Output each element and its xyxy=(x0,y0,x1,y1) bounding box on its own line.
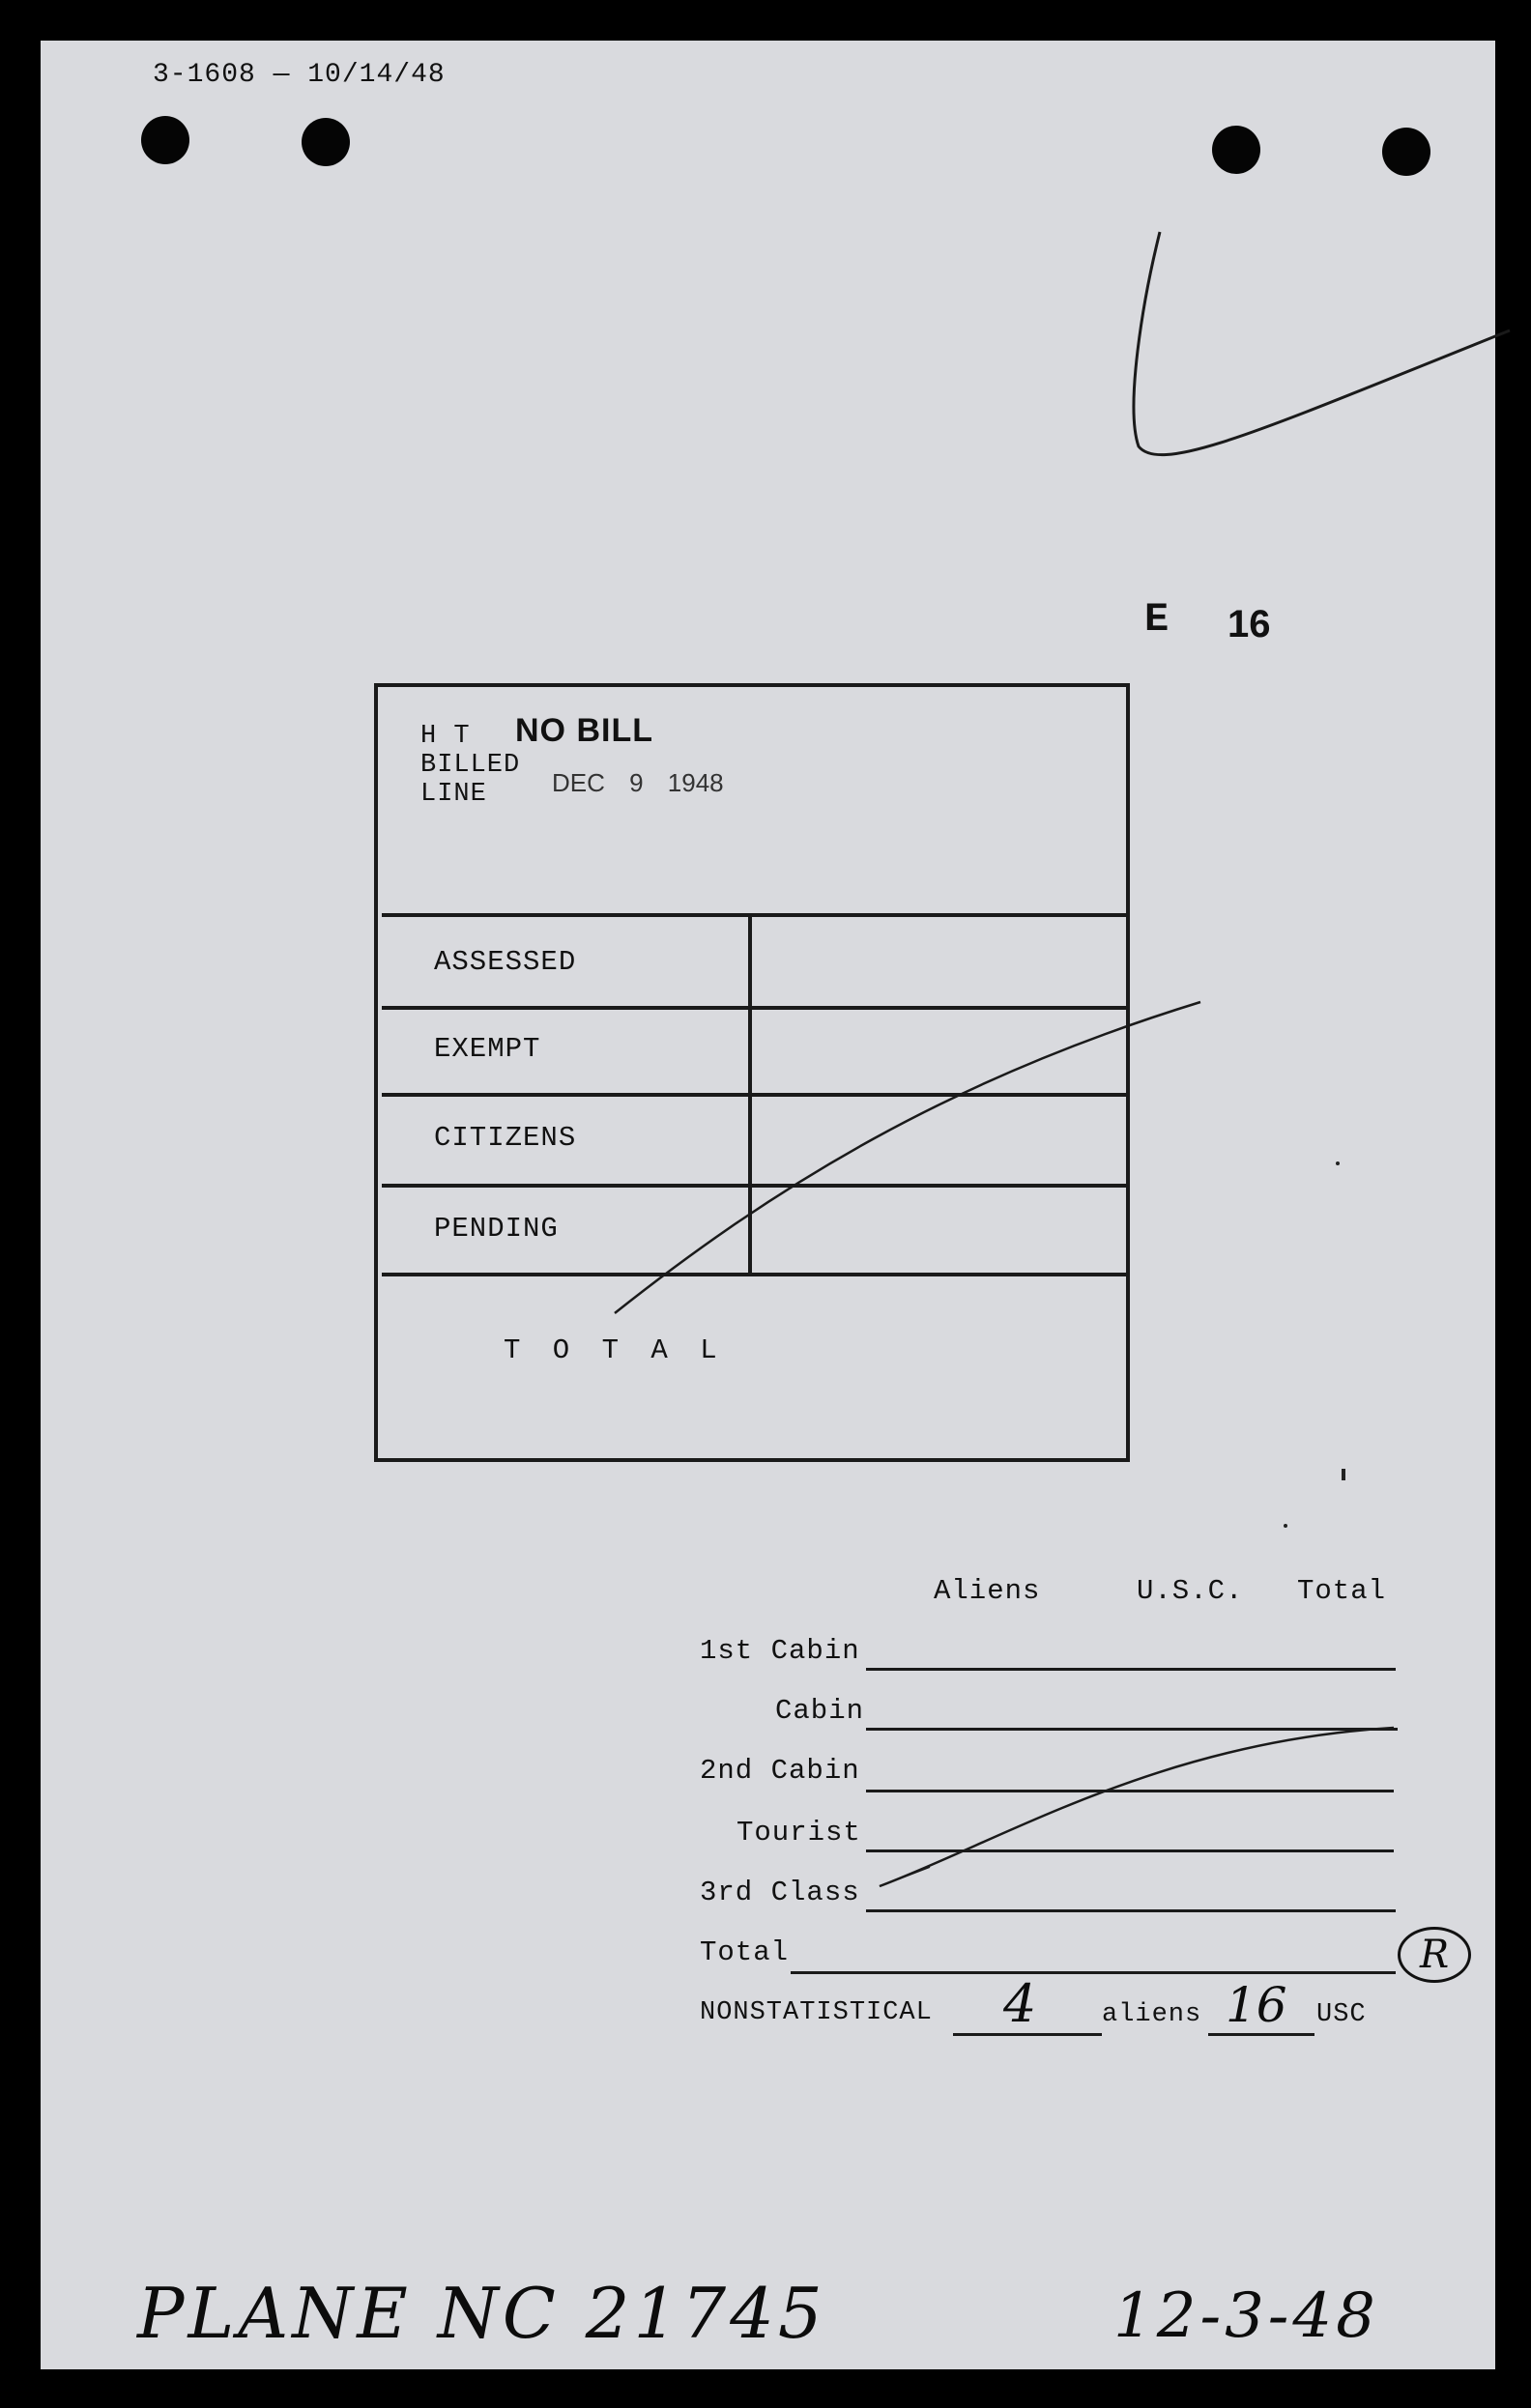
usc-word: USC xyxy=(1316,2000,1367,2029)
col-usc: U.S.C. xyxy=(1137,1575,1244,1607)
total-label: T O T A L xyxy=(504,1334,725,1366)
row-pending: PENDING xyxy=(434,1213,559,1245)
punch-hole xyxy=(1212,126,1260,174)
plane-number: PLANE NC 21745 xyxy=(137,2273,826,2354)
ink-speck xyxy=(1284,1524,1287,1528)
stamp-head-lines xyxy=(420,722,520,809)
ink-speck xyxy=(1336,1161,1340,1165)
footer-date: 12-3-48 xyxy=(1113,2280,1379,2352)
corner-mark: E xyxy=(1144,596,1170,643)
row-1st-cabin: 1st Cabin xyxy=(700,1635,860,1667)
row-assessed: ASSESSED xyxy=(434,946,577,978)
nonstat-usc-value: 16 xyxy=(1226,1977,1287,2033)
head-line-billed: BILLED xyxy=(420,751,521,780)
page-number: 16 xyxy=(1228,603,1271,645)
ink-speck xyxy=(1342,1469,1345,1480)
circled-mark: R xyxy=(1398,1927,1471,1983)
document-page xyxy=(41,41,1495,2369)
nonstat-label: NONSTATISTICAL xyxy=(700,1998,933,2027)
col-total: Total xyxy=(1297,1575,1387,1607)
form-header: 3-1608 — 10/14/48 xyxy=(153,60,446,90)
check-mark-icon xyxy=(1104,186,1519,504)
punch-hole xyxy=(141,116,189,164)
form-number: 3-1608 xyxy=(153,60,256,90)
no-bill-stamp: NO BILL xyxy=(515,712,653,749)
punch-hole xyxy=(302,118,350,166)
head-line-ht: H T xyxy=(420,722,471,751)
aliens-word: aliens xyxy=(1102,2000,1202,2029)
row-2nd-cabin: 2nd Cabin xyxy=(700,1755,860,1787)
row-citizens: CITIZENS xyxy=(434,1122,577,1154)
stamp-date: DEC 9 1948 xyxy=(552,768,724,797)
row-exempt: EXEMPT xyxy=(434,1033,541,1065)
nonstat-aliens-value: 4 xyxy=(1003,1973,1037,2034)
head-line-line: LINE xyxy=(420,780,487,809)
strike-line xyxy=(601,963,1220,1340)
row-tourist: Tourist xyxy=(737,1817,861,1849)
form-date: 10/14/48 xyxy=(307,60,446,90)
class-strike-line xyxy=(872,1722,1413,1896)
row-total: Total xyxy=(700,1936,790,1968)
col-aliens: Aliens xyxy=(934,1575,1041,1607)
row-3rd-class: 3rd Class xyxy=(700,1877,860,1908)
punch-hole xyxy=(1382,128,1430,176)
row-cabin: Cabin xyxy=(775,1695,865,1727)
